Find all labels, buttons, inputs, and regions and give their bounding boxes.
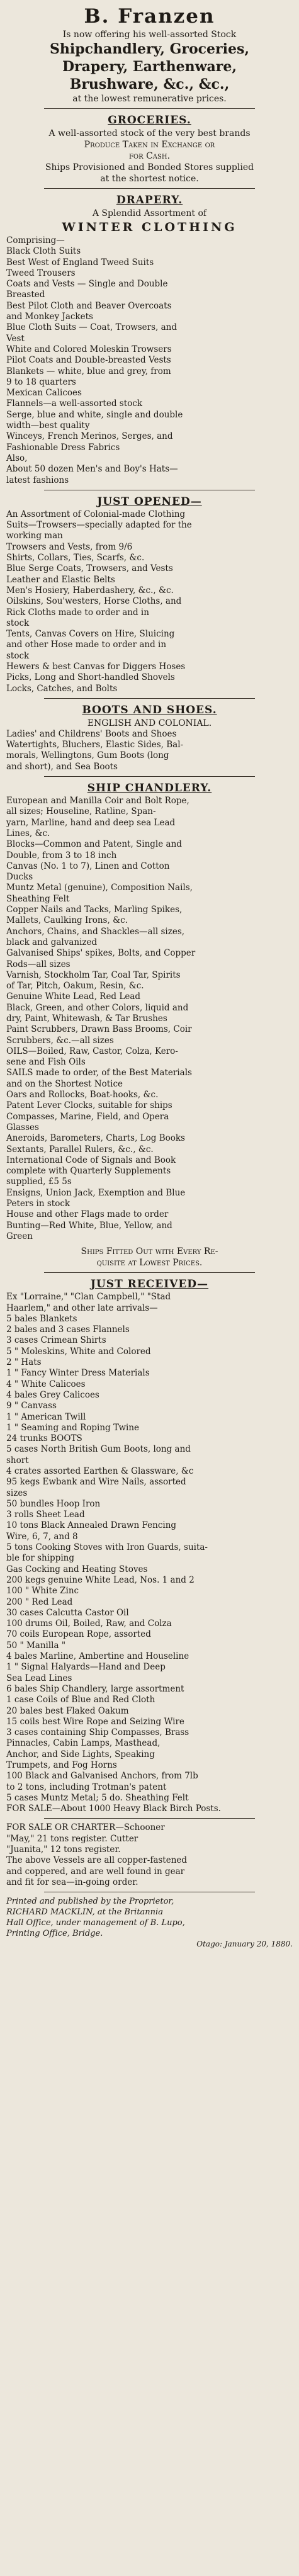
just-received-list <box>6 1292 293 1804</box>
text-line: supplied, £5 5s <box>6 1177 72 1187</box>
text-line: Serge, blue and white, single and double <box>6 409 183 420</box>
title-line-1: Shipchandlery, Groceries, <box>49 41 250 57</box>
boots-list <box>6 729 293 772</box>
ships-line-1: Ships Provisioned and Bonded Stores supplied <box>45 162 254 172</box>
ships-line-2: at the shortest notice. <box>100 174 199 184</box>
text-line: Oars and Rollocks, Boat-hooks, &c. <box>6 1090 159 1100</box>
just-opened-list <box>6 509 293 694</box>
text-line: Also, <box>6 453 28 463</box>
text-line: Double, from 3 to 18 inch <box>6 850 117 861</box>
text-line: 5 bales Blankets <box>6 1313 77 1324</box>
text-line: Breasted <box>6 290 45 300</box>
text-line: Haarlem," and other late arrivals— <box>6 1302 158 1313</box>
text-line: and short), and Sea Boots <box>6 761 118 772</box>
text-line: 3 cases containing Ship Compasses, Brass <box>6 1727 189 1738</box>
divider <box>44 1272 255 1273</box>
text-line: Printed and published by the Proprietor, <box>6 1897 174 1907</box>
text-line: Shirts, Collars, Ties, Scarfs, &c. <box>6 553 145 563</box>
text-line: Green <box>6 1231 33 1241</box>
text-line: 10 tons Black Annealed Drawn Fencing <box>6 1520 177 1531</box>
text-line: 50 " Manilla " <box>6 1640 66 1651</box>
text-line: 3 cases Crimean Shirts <box>6 1335 106 1346</box>
text-line: Coats and Vests — Single and Double <box>6 279 168 290</box>
text-line: 9 to 18 quarters <box>6 376 76 387</box>
text-line: yarn, Marline, hand and deep sea Lead <box>6 817 176 828</box>
remunerative-line: at the lowest remunerative prices. <box>72 94 227 104</box>
text-line: 100 " White Zinc <box>6 1586 79 1596</box>
text-line: 15 coils best Wire Rope and Seizing Wire <box>6 1716 184 1727</box>
text-line: 5 " Moleskins, White and Colored <box>6 1346 151 1357</box>
text-line: SAILS made to order, of the Best Materials <box>6 1068 192 1078</box>
divider <box>44 776 255 777</box>
text-line: 95 kegs Ewbank and Wire Nails, assorted <box>6 1477 186 1488</box>
text-line: Copper Nails and Tacks, Marling Spikes, <box>6 905 183 915</box>
text-line: Blocks—Common and Patent, Single and <box>6 839 182 850</box>
text-line: short <box>6 1455 29 1466</box>
text-line: Varnish, Stockholm Tar, Coal Tar, Spirits <box>6 969 181 980</box>
text-line: dry, Paint, Whitewash, & Tar Brushes <box>6 1014 167 1024</box>
text-line: and fit for sea—in-going order. <box>6 1877 138 1887</box>
text-line: 4 bales Marline, Ambertine and Houseline <box>6 1651 189 1662</box>
text-line: Anchors, Chains, and Shackles—all sizes, <box>6 926 185 937</box>
text-line: complete with Quarterly Supplements <box>6 1166 171 1177</box>
divider <box>44 108 255 109</box>
text-line: Mexican Calicoes <box>6 388 82 398</box>
text-line: Peters in stock <box>6 1199 71 1209</box>
drapery-heading: DRAPERY. <box>116 194 183 206</box>
text-line: Blue Cloth Suits — Coat, Trowsers, and <box>6 322 178 333</box>
text-line: Blankets — white, blue and grey, from <box>6 366 171 376</box>
text-line: 3 rolls Sheet Lead <box>6 1510 85 1520</box>
text-line: European and Manilla Coir and Bolt Rope, <box>6 796 189 806</box>
boots-subheading: ENGLISH AND COLONIAL. <box>87 718 212 728</box>
text-line: Canvas (No. 1 to 7), Linen and Cotton <box>6 861 170 871</box>
text-line: Best West of England Tweed Suits <box>6 257 154 268</box>
text-line: morals, Wellingtons, Gum Boots (long <box>6 750 169 761</box>
winter-clothing: WINTER CLOTHING <box>62 220 237 234</box>
fitted-out-line-2: quisite at Lowest Prices. <box>96 1258 203 1268</box>
text-line: Watertights, Bluchers, Elastic Sides, Bal- <box>6 740 184 750</box>
text-line: Trowsers and Vests, from 9/6 <box>6 541 133 552</box>
text-line: House and other Flags made to order <box>6 1209 169 1220</box>
text-line: latest fashions <box>6 475 69 485</box>
text-line: OILS—Boiled, Raw, Castor, Colza, Kero- <box>6 1046 178 1056</box>
text-line: working man <box>6 531 63 541</box>
text-line: Mallets, Caulking Irons, &c. <box>6 915 128 926</box>
text-line: 4 bales Grey Calicoes <box>6 1389 99 1400</box>
divider <box>44 1818 255 1819</box>
text-line: and other Hose made to order and in <box>6 640 167 650</box>
text-line: The above Vessels are all copper-fastened <box>6 1855 188 1866</box>
text-line: Locks, Catches, and Bolts <box>6 683 118 694</box>
text-line: RICHARD MACKLIN, at the Britannia <box>6 1907 163 1918</box>
text-line: Pinnacles, Cabin Lamps, Masthead, <box>6 1738 161 1749</box>
text-line: Winceys, French Merinos, Serges, and <box>6 431 173 442</box>
text-line: Best Pilot Cloth and Beaver Overcoats <box>6 300 172 311</box>
text-line: 5 cases Muntz Metal; 5 do. Sheathing Felt <box>6 1792 189 1803</box>
text-line: Black Cloth Suits <box>6 246 81 257</box>
text-line: Black, Green, and other Colors, liquid and <box>6 1002 189 1013</box>
text-line: Ensigns, Union Jack, Exemption and Blue <box>6 1187 186 1198</box>
text-line: Ladies' and Childrens' Boots and Shoes <box>6 728 177 739</box>
text-line: width—best quality <box>6 421 90 431</box>
text-line: 100 drums Oil, Boiled, Raw, and Colza <box>6 1618 172 1629</box>
text-line: Leather and Elastic Belts <box>6 574 115 585</box>
text-line: 30 cases Calcutta Castor Oil <box>6 1607 129 1618</box>
text-line: Patent Lever Clocks, suitable for ships <box>6 1100 172 1111</box>
groceries-heading: GROCERIES. <box>108 114 191 127</box>
text-line: An Assortment of Colonial-made Clothing <box>6 509 186 519</box>
text-line: 5 tons Cooking Stoves with Iron Guards, suita- <box>6 1542 208 1553</box>
produce-line-2: for Cash. <box>128 151 171 161</box>
produce-line-1: Produce Taken in Exchange or <box>84 140 215 150</box>
text-line: Rick Cloths made to order and in <box>6 607 149 618</box>
text-line: 50 bundles Hoop Iron <box>6 1498 101 1509</box>
text-line: and Monkey Jackets <box>6 312 93 322</box>
text-line: 9 " Canvass <box>6 1401 57 1411</box>
text-line: Hall Office, under management of B. Lupo, <box>6 1918 185 1928</box>
for-sale-posts: FOR SALE—About 1000 Heavy Black Birch Posts. <box>6 1804 221 1814</box>
text-line: FOR SALE OR CHARTER—Schooner <box>6 1822 165 1833</box>
text-line: Wire, 6, 7, and 8 <box>6 1531 78 1542</box>
text-line: Tents, Canvas Covers on Hire, Sluicing <box>6 629 175 640</box>
text-line: Aneroids, Barometers, Charts, Log Books <box>6 1133 185 1144</box>
title-line-2: Drapery, Earthenware, <box>62 59 237 75</box>
text-line: stock <box>6 650 30 661</box>
text-line: sizes <box>6 1488 28 1498</box>
text-line: 1 case Coils of Blue and Red Cloth <box>6 1695 155 1705</box>
text-line: and coppered, and are well found in gear <box>6 1866 185 1877</box>
text-line: 1 " Fancy Winter Dress Materials <box>6 1368 150 1379</box>
text-line: Trumpets, and Fog Horns <box>6 1760 117 1770</box>
text-line: sene and Fish Oils <box>6 1057 86 1068</box>
ship-chandlery-heading: SHIP CHANDLERY. <box>87 782 212 795</box>
text-line: 5 cases North British Gum Boots, long and <box>6 1444 191 1455</box>
text-line: Glasses <box>6 1122 39 1133</box>
charter-notice <box>6 1822 293 1888</box>
text-line: Vest <box>6 333 25 344</box>
boots-heading: BOOTS AND SHOES. <box>82 703 217 716</box>
text-line: Suits—Trowsers—specially adapted for the <box>6 520 192 531</box>
divider <box>44 188 255 189</box>
text-line: Comprising— <box>6 235 65 246</box>
printer-imprint <box>6 1896 293 1939</box>
groceries-intro: A well-assorted stock of the very best brands <box>48 128 251 138</box>
text-line: ble for shipping <box>6 1553 74 1564</box>
text-line: Pilot Coats and Double-breasted Vests <box>6 355 171 366</box>
text-line: 1 " American Twill <box>6 1411 86 1422</box>
text-line: Sheathing Felt <box>6 893 70 904</box>
advertiser-name: B. Franzen <box>84 5 215 28</box>
text-line: 200 kegs genuine White Lead, Nos. 1 and 2 <box>6 1574 195 1585</box>
text-line: White and Colored Moleskin Trowsers <box>6 344 172 354</box>
text-line: and on the Shortest Notice <box>6 1078 123 1089</box>
text-line: Bunting—Red White, Blue, Yellow, and <box>6 1220 172 1231</box>
text-line: Galvanised Ships' spikes, Bolts, and Copper <box>6 948 196 959</box>
text-line: Sextants, Parallel Rulers, &c., &c. <box>6 1144 154 1155</box>
text-line: of Tar, Pitch, Oakum, Resin, &c. <box>6 981 144 991</box>
text-line: Rods—all sizes <box>6 959 71 969</box>
text-line: Tweed Trousers <box>6 268 76 278</box>
text-line: black and galvanized <box>6 937 98 947</box>
text-line: 2 bales and 3 cases Flannels <box>6 1325 130 1335</box>
text-line: stock <box>6 618 30 628</box>
text-line: Ducks <box>6 872 33 883</box>
text-line: all sizes; Houseline, Ratline, Span- <box>6 806 156 817</box>
text-line: Gas Cocking and Heating Stoves <box>6 1564 148 1574</box>
drapery-intro: A Splendid Assortment of <box>92 208 207 218</box>
intro-line: Is now offering his well-assorted Stock <box>62 30 237 40</box>
text-line: 20 bales best Flaked Oakum <box>6 1705 129 1716</box>
text-line: 4 crates assorted Earthen & Glassware, &c <box>6 1466 194 1476</box>
text-line: 1 " Signal Halyards—Hand and Deep <box>6 1662 166 1673</box>
text-line: Paint Scrubbers, Drawn Bass Brooms, Coir <box>6 1024 192 1035</box>
text-line: "May," 21 tons register. Cutter <box>6 1833 138 1844</box>
text-line: 70 coils European Rope, assorted <box>6 1629 151 1640</box>
text-line: "Juanita," 12 tons register. <box>6 1844 121 1855</box>
divider <box>44 698 255 699</box>
text-line: Scrubbers, &c.—all sizes <box>6 1035 114 1046</box>
title-line-3: Brushware, &c., &c., <box>69 76 230 93</box>
text-line: Men's Hosiery, Haberdashery, &c., &c. <box>6 585 174 596</box>
text-line: to 2 tons, including Trotman's patent <box>6 1782 167 1792</box>
text-line: Ex "Lorraine," "Clan Campbell," "Stad <box>6 1292 171 1302</box>
text-line: Lines, &c. <box>6 828 50 839</box>
text-line: 200 " Red Lead <box>6 1596 73 1607</box>
text-line: International Code of Signals and Book <box>6 1155 176 1165</box>
text-line: Blue Serge Coats, Trowsers, and Vests <box>6 563 173 574</box>
just-received-heading: JUST RECEIVED— <box>90 1278 209 1291</box>
text-line: 6 bales Ship Chandlery, large assortment <box>6 1683 184 1694</box>
text-line: Genuine White Lead, Red Lead <box>6 991 141 1002</box>
text-line: 24 trunks BOOTS <box>6 1433 82 1444</box>
ship-chandlery-list <box>6 796 293 1242</box>
text-line: 100 Black and Galvanised Anchors, from 7lb <box>6 1771 198 1782</box>
text-line: Oilskins, Sou'westers, Horse Cloths, and <box>6 596 182 607</box>
text-line: About 50 dozen Men's and Boy's Hats— <box>6 464 178 475</box>
just-opened-heading: JUST OPENED— <box>97 495 202 508</box>
text-line: Flannels—a well-assorted stock <box>6 398 142 409</box>
drapery-list <box>6 235 293 486</box>
fitted-out-line-1: Ships Fitted Out with Every Re- <box>81 1246 218 1257</box>
text-line: Muntz Metal (genuine), Composition Nails, <box>6 883 193 893</box>
text-line: Hewers & best Canvas for Diggers Hoses <box>6 661 186 672</box>
text-line: Anchor, and Side Lights, Speaking <box>6 1749 155 1760</box>
text-line: Sea Lead Lines <box>6 1673 72 1683</box>
text-line: Compasses, Marine, Field, and Opera <box>6 1111 169 1122</box>
text-line: Picks, Long and Short-handled Shovels <box>6 672 175 683</box>
issue-date: Otago: January 20, 1880. <box>196 1940 293 1949</box>
text-line: 4 " White Calicoes <box>6 1379 86 1389</box>
text-line: 2 " Hats <box>6 1357 42 1368</box>
text-line: 1 " Seaming and Roping Twine <box>6 1422 140 1433</box>
text-line: Printing Office, Bridge. <box>6 1929 103 1939</box>
text-line: Fashionable Dress Fabrics <box>6 442 120 453</box>
